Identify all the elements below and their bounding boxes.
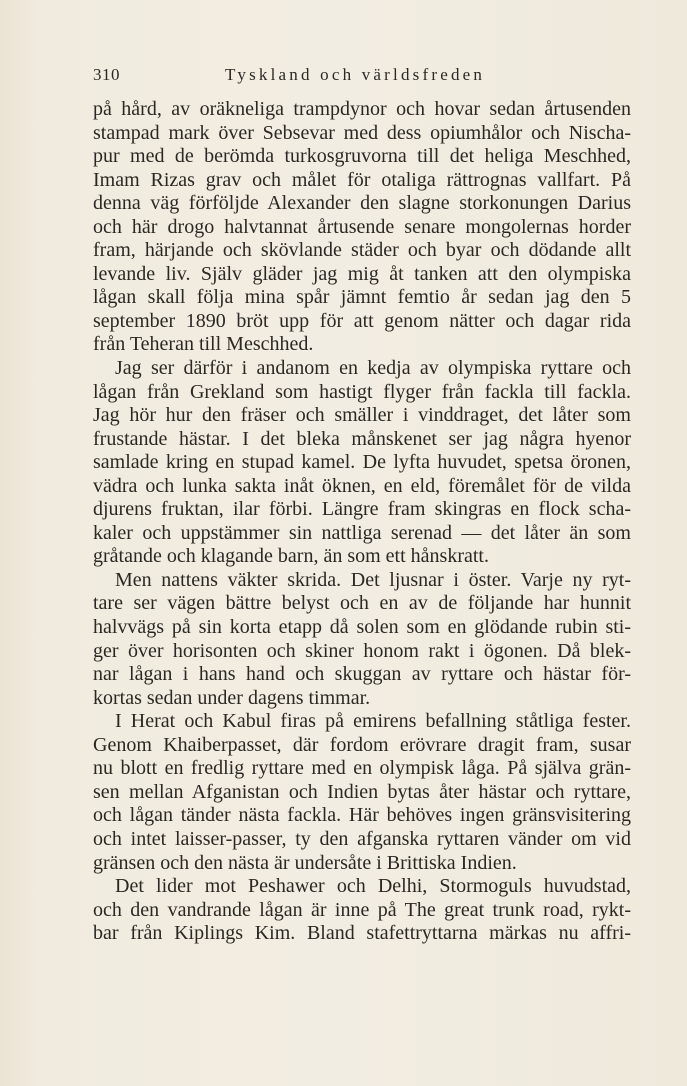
- text-line: Men nattens väkter skrida. Det ljusnar i öster. Varje ny ryt-: [115, 568, 631, 591]
- text-line: på hård, av oräkneliga trampdynor och hovar sedan årtusenden: [93, 98, 631, 120]
- text-line: vädra och lunka sakta inåt öknen, en eld, föremålet för de vilda: [93, 474, 631, 497]
- text-line: pur med de berömda turkosgruvorna till det heliga Meschhed,: [93, 145, 631, 168]
- text-line: halvvägs på sin korta etapp då solen som en glödande rubin sti-: [93, 616, 631, 639]
- text-line: bar från Kiplings Kim. Bland stafettryttarna märkas nu affri-: [93, 922, 631, 945]
- text-line: nar lågan i hans hand och skuggan av ryttare och hästar för-: [93, 663, 631, 686]
- text-line: I Herat och Kabul firas på emirens befallning ståtliga fester.: [115, 710, 631, 733]
- text-line: lågan från Grekland som hastigt flyger från fackla till fackla.: [93, 380, 631, 403]
- text-line: och intet laisser-passer, ty den afganska ryttaren vänder om vid: [93, 827, 631, 850]
- running-title: Tyskland och världsfreden: [225, 65, 486, 84]
- text-line: denna väg förföljde Alexander den slagne storkonungen Darius: [93, 192, 631, 215]
- text-line: djurens fruktan, ilar förbi. Längre fram skingras en flock scha-: [93, 498, 631, 521]
- text-line: september 1890 bröt upp för att genom nätter och dagar rida: [93, 309, 631, 332]
- body-text: [93, 98, 631, 946]
- text-line: fram, härjande och skövlande städer och byar och dödande allt: [93, 239, 631, 262]
- text-line: Det lider mot Peshawer och Delhi, Stormoguls huvudstad,: [115, 875, 631, 898]
- text-line: ger över horisonten och skiner honom rakt i ögonen. Då blek-: [93, 639, 631, 662]
- text-line: Jag hör hur den fräser och smäller i vinddraget, det låter som: [93, 404, 631, 427]
- text-line: samlade kring en stupad kamel. De lyfta huvudet, spetsa öronen,: [93, 451, 631, 474]
- text-line: nu blott en fredlig ryttare med en olympisk låga. På själva grän-: [93, 757, 631, 780]
- text-line: sen mellan Afganistan och Indien bytas åter hästar och ryttare,: [93, 780, 631, 803]
- text-line: Genom Khaiberpasset, där fordom erövrare dragit fram, susar: [93, 733, 631, 756]
- text-line: och lågan tänder nästa fackla. Här behöves ingen gränsvisitering: [93, 804, 631, 827]
- text-line: frustande hästar. I det bleka månskenet ser jag några hyenor: [93, 427, 631, 450]
- text-line: från Teheran till Meschhed.: [93, 333, 314, 356]
- text-line: gränsen och den nästa är undersåte i Brittiska Indien.: [93, 851, 517, 874]
- text-line: levande liv. Själv gläder jag mig åt tanken att den olympiska: [93, 262, 631, 285]
- text-line: och den vandrande lågan är inne på The great trunk road, rykt-: [93, 898, 631, 921]
- text-line: kaler och uppstämmer sin nattliga serenad — det låter än som: [93, 521, 631, 544]
- page-header: [93, 64, 613, 86]
- text-line: Jag ser därför i andanom en kedja av olympiska ryttare och: [115, 357, 631, 380]
- text-line: tare ser vägen bättre belyst och en av de följande har hunnit: [93, 592, 631, 615]
- text-line: Imam Rizas grav och målet för otaliga rättrognas vallfart. På: [93, 168, 631, 191]
- text-line: och här drogo halvtannat årtusende senare mongolernas horder: [93, 215, 631, 238]
- text-line: gråtande och klagande barn, än som ett hånskratt.: [93, 545, 489, 568]
- page-number: 310: [93, 65, 120, 84]
- text-line: kortas sedan under dagens timmar.: [93, 686, 371, 709]
- text-line: lågan skall följa mina spår jämnt femtio år sedan jag den 5: [93, 286, 631, 309]
- text-line: stampad mark över Sebsevar med dess opiumhålor och Nischa-: [93, 121, 631, 144]
